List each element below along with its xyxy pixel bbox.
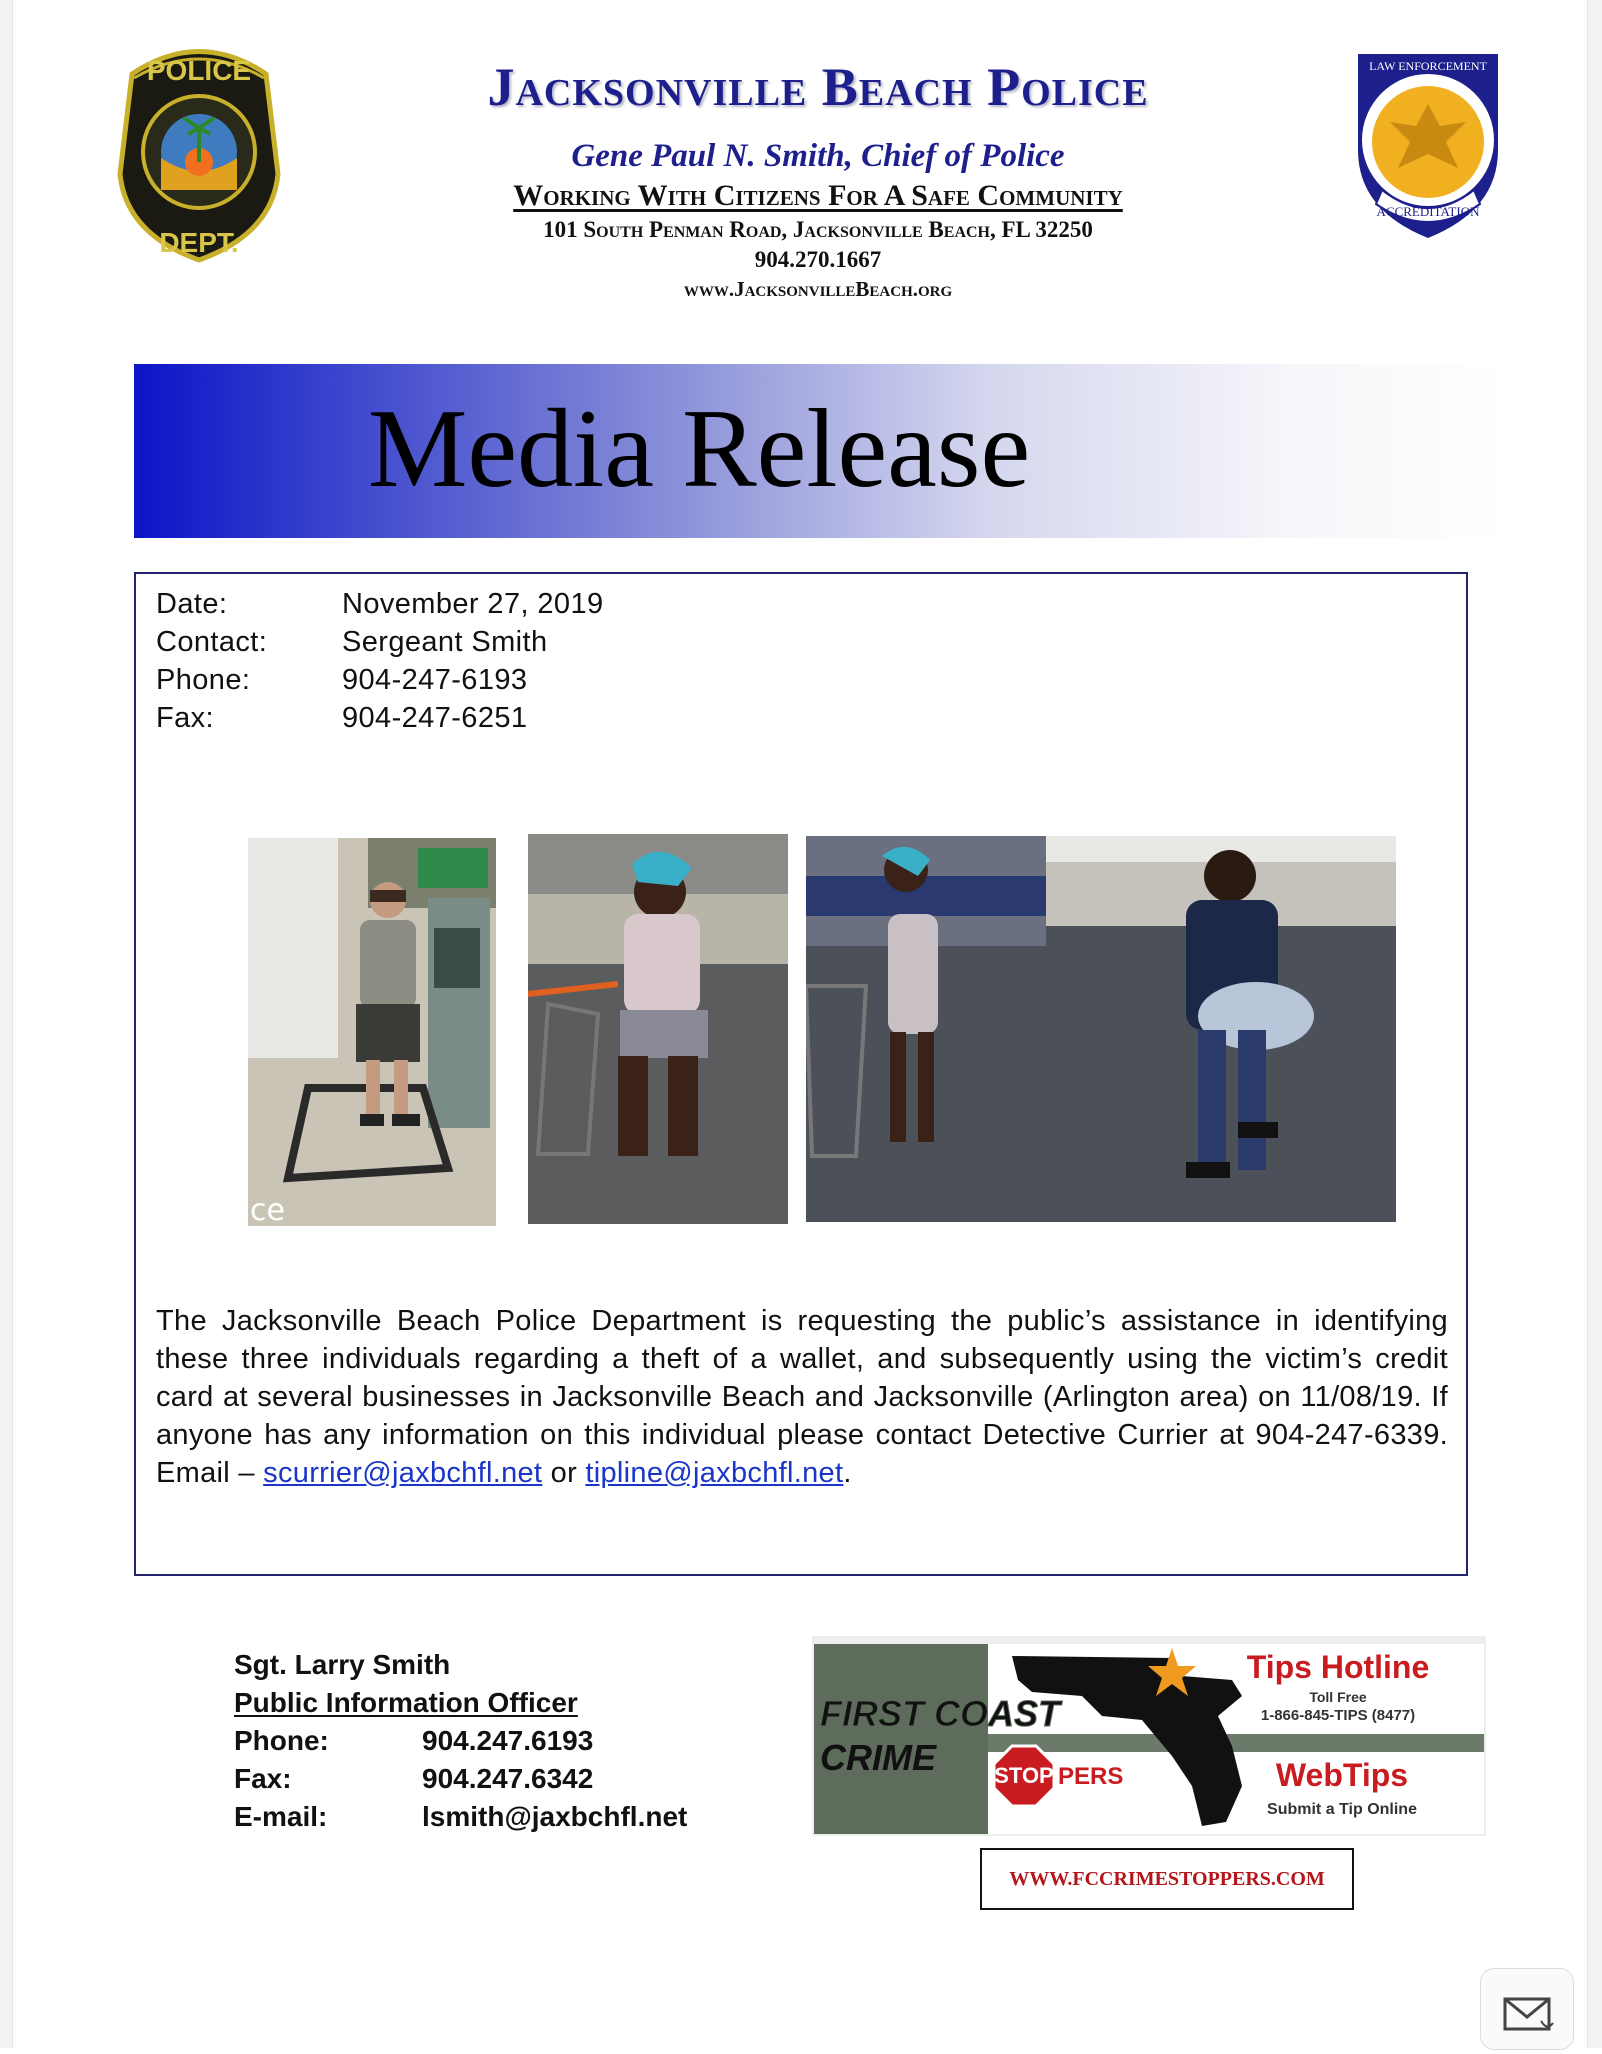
detective-email-link[interactable]: scurrier@jaxbchfl.net (263, 1457, 543, 1489)
crime-stoppers-banner (812, 1636, 1486, 1836)
cs-submit-online: Submit a Tip Online (1267, 1801, 1417, 1818)
cs-first-coast: FIRST COAST (820, 1693, 1060, 1734)
suspect-photo-3 (806, 836, 1396, 1222)
officer-email: lsmith@jaxbchfl.net (422, 1801, 688, 1832)
officer-phone: 904.247.6193 (422, 1725, 594, 1756)
mail-icon (1481, 1969, 1573, 2049)
chief-name: Gene Paul N. Smith, Chief of Police (571, 138, 1065, 174)
cs-crime: CRIME (820, 1737, 936, 1778)
cs-hotline-number: 1-866-845-TIPS (8477) (1260, 1707, 1416, 1724)
seal-top-text: LAW ENFORCEMENT (1369, 59, 1487, 73)
department-address: 101 South Penman Road, Jacksonville Beach, FL 32250 (543, 217, 1093, 242)
banner-title: Media Release (367, 387, 1031, 511)
accreditation-seal-logo (1342, 30, 1514, 244)
department-website: www.JacksonvilleBeach.org (683, 277, 953, 301)
tipline-email-link[interactable]: tipline@jaxbchfl.net (585, 1457, 844, 1489)
page-edge-left (0, 0, 13, 2048)
officer-fax-label: Fax: (234, 1763, 292, 1794)
cs-pers: PERS (1058, 1763, 1124, 1790)
phone-label: Phone: (156, 664, 251, 696)
release-body-connector: or (542, 1457, 586, 1489)
photo-1-caption: ce (250, 1193, 285, 1226)
release-body (156, 1302, 1448, 1492)
fax-label: Fax: (156, 702, 214, 734)
fax-value: 904-247-6251 (342, 702, 528, 734)
media-release-banner (134, 364, 1506, 538)
release-body-end: . (843, 1457, 852, 1489)
release-body-text: The Jacksonville Beach Police Department is requesting the public’s assistance in identifying these three individuals regarding a theft of a wallet, and subsequently using the victim’s credit card at several businesses in Jacksonville Beach and Jacksonville (Arlington area) on 11/08/19. If anyone has any information on this individual please contact Detective Currier at 904-247-6339. Email – (156, 1305, 1448, 1489)
cs-stop: STOP (994, 1763, 1054, 1788)
cs-toll-free: Toll Free (1309, 1689, 1367, 1705)
date-label: Date: (156, 588, 228, 620)
contact-label: Contact: (156, 626, 268, 658)
page-edge-right (1587, 0, 1602, 2048)
patch-top-text: POLICE (146, 55, 252, 86)
suspect-photo-1 (248, 838, 496, 1226)
officer-email-label: E-mail: (234, 1801, 328, 1832)
seal-bottom-text: ACCREDITATION (1376, 204, 1480, 219)
officer-phone-label: Phone: (234, 1725, 329, 1756)
patch-bottom-text: DEPT. (159, 227, 239, 258)
phone-value: 904-247-6193 (342, 664, 528, 696)
officer-title: Public Information Officer (234, 1687, 578, 1718)
contact-value: Sergeant Smith (342, 626, 548, 658)
mail-attachment-button[interactable] (1480, 1968, 1574, 2050)
cs-webtips: WebTips (1275, 1757, 1409, 1793)
department-name: Jacksonville Beach Police (487, 57, 1149, 117)
date-value: November 27, 2019 (342, 588, 604, 620)
officer-fax: 904.247.6342 (422, 1763, 594, 1794)
suspect-photo-2 (528, 834, 788, 1224)
crime-stoppers-website-link[interactable]: WWW.FCCRIMESTOPPERS.COM (980, 1848, 1354, 1910)
department-phone: 904.270.1667 (754, 247, 882, 272)
cs-tips-hotline: Tips Hotline (1246, 1649, 1430, 1685)
police-patch-logo (112, 34, 286, 264)
department-motto: Working With Citizens For A Safe Community (513, 179, 1123, 212)
letterhead (300, 57, 1336, 302)
release-content-box (134, 572, 1468, 1576)
officer-name: Sgt. Larry Smith (234, 1649, 451, 1680)
